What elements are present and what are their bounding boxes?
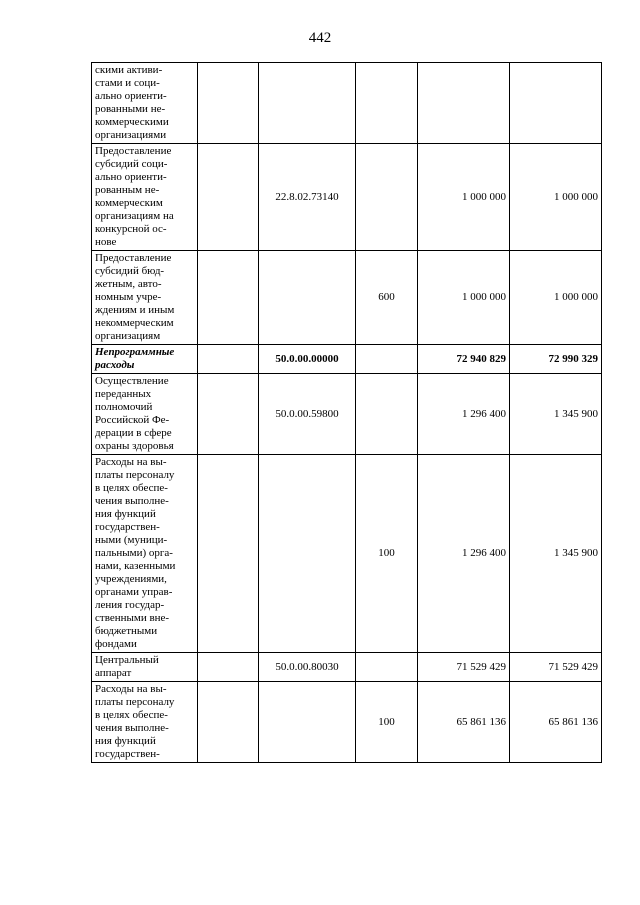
row-name-line: ждениям и иным	[95, 304, 175, 316]
row-name-cell	[92, 63, 198, 144]
blank-cell	[198, 374, 259, 455]
row-name-line: в целях обеспе-	[95, 482, 168, 494]
row-name-line: бюджетными	[95, 625, 158, 637]
row-name-cell	[92, 374, 198, 455]
row-name-line: коммерческим	[95, 197, 163, 209]
target-code-cell	[259, 682, 356, 763]
amount-year2-cell: 1 000 000	[510, 144, 602, 251]
row-name-line: организациями	[95, 129, 167, 141]
table-row	[92, 653, 602, 682]
target-code-cell	[259, 63, 356, 144]
row-name-line: государствен-	[95, 521, 160, 533]
row-name-line: конкурсной ос-	[95, 223, 167, 235]
row-name-cell	[92, 682, 198, 763]
row-name-line: ления государ-	[95, 599, 165, 611]
target-code-cell: 22.8.02.73140	[259, 144, 356, 251]
amount-year1-cell: 1 000 000	[418, 251, 510, 345]
budget-table	[91, 62, 602, 763]
row-name-line: органами управ-	[95, 586, 173, 598]
blank-cell	[198, 682, 259, 763]
row-name-line: рованными не-	[95, 103, 166, 115]
amount-year2-cell: 1 000 000	[510, 251, 602, 345]
row-name-cell	[92, 251, 198, 345]
table-row	[92, 345, 602, 374]
row-name-line: ния функций	[95, 735, 156, 747]
row-name-cell	[92, 345, 198, 374]
row-name-cell	[92, 455, 198, 653]
row-name-line: организациям	[95, 330, 161, 342]
row-name-line: Непрограммные	[95, 346, 175, 358]
blank-cell	[198, 63, 259, 144]
row-name-line: ально ориенти-	[95, 90, 167, 102]
row-name-line: аппарат	[95, 667, 132, 679]
amount-year1-cell: 1 296 400	[418, 455, 510, 653]
table-row	[92, 455, 602, 653]
expense-type-cell	[356, 374, 418, 455]
blank-cell	[198, 345, 259, 374]
amount-year1-cell: 71 529 429	[418, 653, 510, 682]
row-name-line: охраны здоровья	[95, 440, 174, 452]
table-row	[92, 144, 602, 251]
amount-year2-cell: 71 529 429	[510, 653, 602, 682]
expense-type-cell	[356, 653, 418, 682]
amount-year2-cell: 72 990 329	[510, 345, 602, 374]
row-name-line: Расходы на вы-	[95, 456, 167, 468]
table-row	[92, 251, 602, 345]
amount-year2-cell: 1 345 900	[510, 455, 602, 653]
expense-type-cell: 100	[356, 455, 418, 653]
row-name-cell	[92, 144, 198, 251]
row-name-line: фондами	[95, 638, 137, 650]
row-name-line: рованным не-	[95, 184, 160, 196]
row-name-line: Российской Фе-	[95, 414, 170, 426]
expense-type-cell	[356, 345, 418, 374]
target-code-cell: 50.0.00.80030	[259, 653, 356, 682]
row-name-line: Предоставление	[95, 145, 172, 157]
row-name-line: полномочий	[95, 401, 153, 413]
row-name-line: расходы	[95, 359, 135, 371]
target-code-cell: 50.0.00.59800	[259, 374, 356, 455]
row-name-line: ально ориенти-	[95, 171, 167, 183]
table-row	[92, 63, 602, 144]
blank-cell	[198, 455, 259, 653]
expense-type-cell: 100	[356, 682, 418, 763]
row-name-line: организациям на	[95, 210, 174, 222]
amount-year1-cell: 1 000 000	[418, 144, 510, 251]
expense-type-cell: 600	[356, 251, 418, 345]
row-name-line: ния функций	[95, 508, 156, 520]
table-row	[92, 682, 602, 763]
row-name-line: субсидий бюд-	[95, 265, 165, 277]
row-name-line: государствен-	[95, 748, 160, 760]
row-name-line: коммерческими	[95, 116, 169, 128]
row-name-line: стами и соци-	[95, 77, 160, 89]
row-name-line: жетным, авто-	[95, 278, 162, 290]
row-name-cell	[92, 653, 198, 682]
expense-type-cell	[356, 144, 418, 251]
row-name-line: платы персоналу	[95, 469, 175, 481]
target-code-cell	[259, 251, 356, 345]
amount-year1-cell: 72 940 829	[418, 345, 510, 374]
row-name-line: Центральный	[95, 654, 159, 666]
table-row	[92, 374, 602, 455]
row-name-line: Осуществление	[95, 375, 169, 387]
amount-year2-cell: 65 861 136	[510, 682, 602, 763]
row-name-line: Расходы на вы-	[95, 683, 167, 695]
row-name-line: некоммерческим	[95, 317, 174, 329]
amount-year1-cell: 65 861 136	[418, 682, 510, 763]
blank-cell	[198, 251, 259, 345]
expense-type-cell	[356, 63, 418, 144]
row-name-line: номным учре-	[95, 291, 162, 303]
row-name-line: переданных	[95, 388, 152, 400]
row-name-line: платы персоналу	[95, 696, 175, 708]
amount-year2-cell	[510, 63, 602, 144]
amount-year2-cell: 1 345 900	[510, 374, 602, 455]
row-name-line: Предоставление	[95, 252, 172, 264]
page-number: 442	[308, 30, 332, 46]
blank-cell	[198, 653, 259, 682]
row-name-line: дерации в сфере	[95, 427, 172, 439]
row-name-line: нове	[95, 236, 117, 248]
target-code-cell: 50.0.00.00000	[259, 345, 356, 374]
row-name-line: нами, казенными	[95, 560, 176, 572]
row-name-line: субсидий соци-	[95, 158, 168, 170]
blank-cell	[198, 144, 259, 251]
row-name-line: учреждениями,	[95, 573, 167, 585]
row-name-line: пальными) орга-	[95, 547, 173, 559]
row-name-line: чения выполне-	[95, 722, 169, 734]
amount-year1-cell: 1 296 400	[418, 374, 510, 455]
amount-year1-cell	[418, 63, 510, 144]
row-name-line: ственными вне-	[95, 612, 170, 624]
row-name-line: ными (муници-	[95, 534, 168, 546]
row-name-line: скими активи-	[95, 64, 163, 76]
row-name-line: чения выполне-	[95, 495, 169, 507]
target-code-cell	[259, 455, 356, 653]
row-name-line: в целях обеспе-	[95, 709, 168, 721]
